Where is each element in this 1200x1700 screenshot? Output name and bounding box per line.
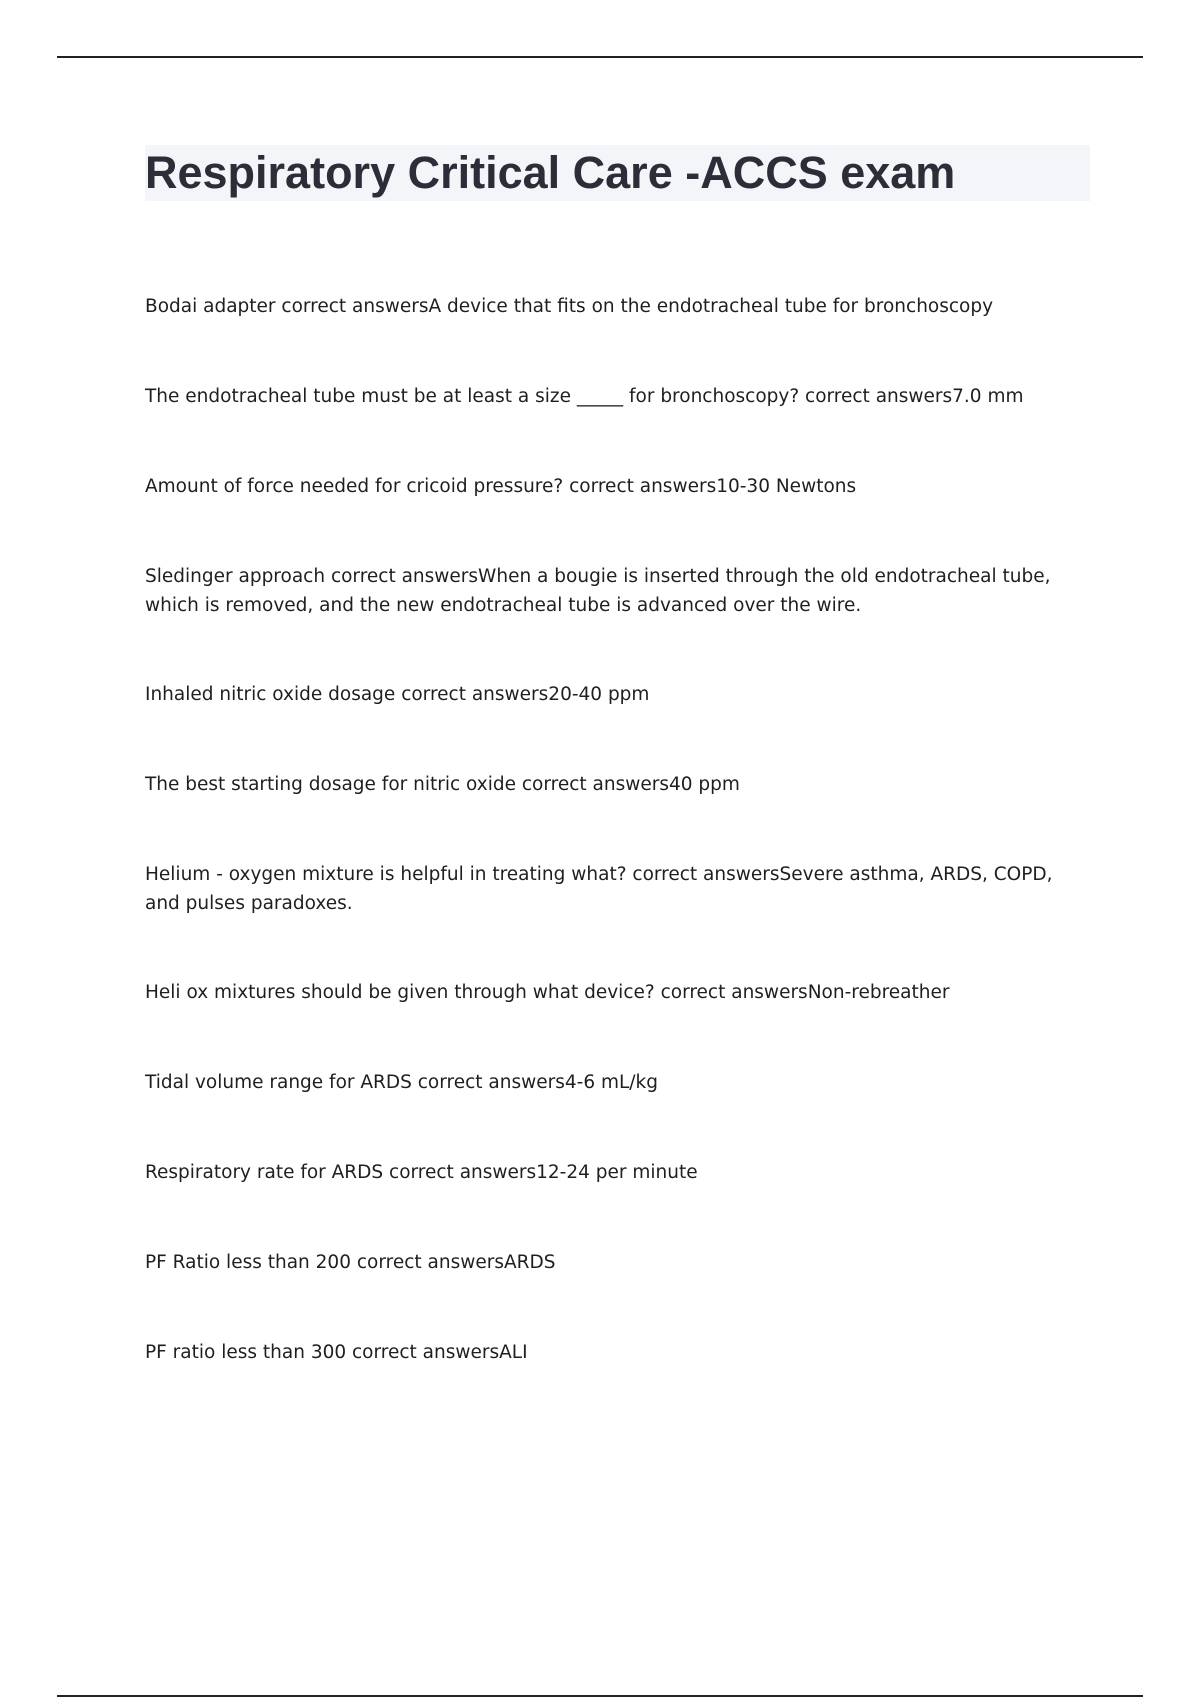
qa-item: Tidal volume range for ARDS correct answers4-6 mL/kg	[145, 1072, 658, 1093]
qa-item: The best starting dosage for nitric oxide correct answers40 ppm	[145, 774, 740, 795]
qa-item: Respiratory rate for ARDS correct answers12-24 per minute	[145, 1162, 698, 1183]
qa-item: PF Ratio less than 200 correct answersARDS	[145, 1252, 556, 1273]
page-title: Respiratory Critical Care -ACCS exam	[145, 147, 956, 198]
qa-item: Amount of force needed for cricoid pressure? correct answers10-30 Newtons	[145, 476, 857, 497]
qa-item: PF ratio less than 300 correct answersALI	[145, 1342, 528, 1363]
qa-list	[145, 292, 1085, 1428]
qa-item: Bodai adapter correct answersA device that fits on the endotracheal tube for bronchoscopy	[145, 296, 994, 317]
bottom-rule	[57, 1695, 1143, 1697]
qa-item: Sledinger approach correct answersWhen a bougie is inserted through the old endotracheal tube, which is removed, and the new endotracheal tube is advanced over the wire.	[145, 566, 1051, 616]
title-block	[145, 145, 1090, 201]
qa-item: Heli ox mixtures should be given through what device? correct answersNon-rebreather	[145, 982, 950, 1003]
qa-item: Helium - oxygen mixture is helpful in treating what? correct answersSevere asthma, ARDS, COPD, and pulses paradoxes.	[145, 864, 1053, 914]
top-rule	[57, 56, 1143, 58]
qa-item: The endotracheal tube must be at least a size _____ for bronchoscopy? correct answers7.0 mm	[145, 386, 1024, 407]
qa-item: Inhaled nitric oxide dosage correct answers20-40 ppm	[145, 684, 650, 705]
